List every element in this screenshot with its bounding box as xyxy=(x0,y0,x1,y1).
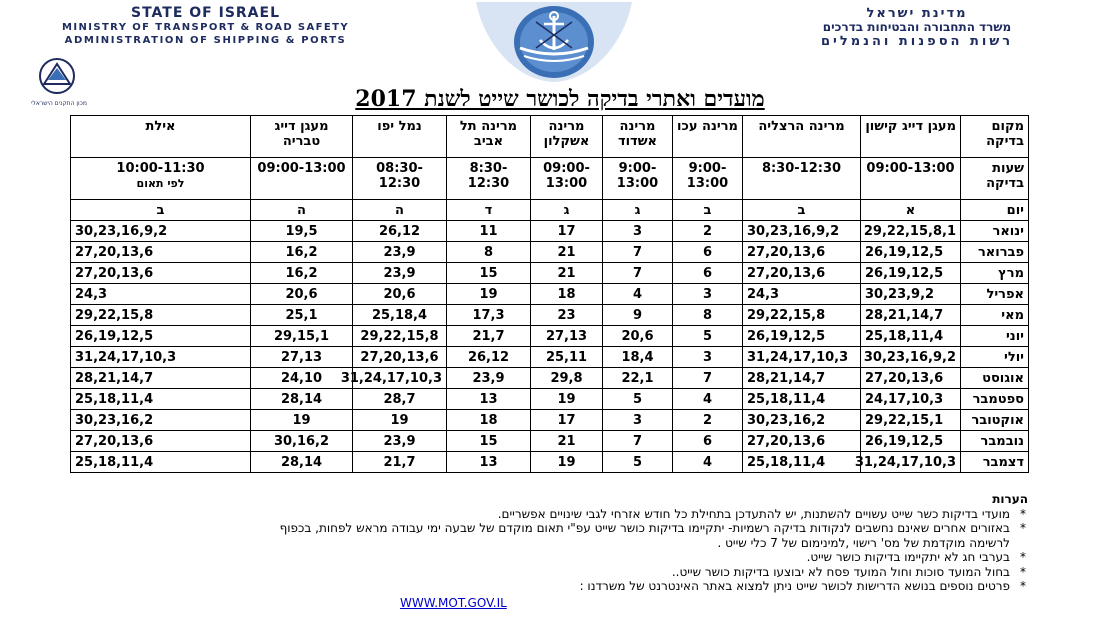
hours-cell: 09:00-13:00 xyxy=(251,158,353,200)
month-cell: אוגוסט xyxy=(961,368,1029,389)
date-cell: 17 xyxy=(531,221,603,242)
date-cell: 25,1 xyxy=(251,305,353,326)
date-cell: 28,7 xyxy=(353,389,447,410)
date-cell: 28,21,14,7 xyxy=(743,368,861,389)
standards-institute-text: מכון התקנים הישראלי xyxy=(31,100,87,107)
date-cell: 30,23,9,2 xyxy=(861,284,961,305)
date-cell: 26,12 xyxy=(353,221,447,242)
month-cell: נובמבר xyxy=(961,431,1029,452)
date-cell: 25,18,4 xyxy=(353,305,447,326)
date-cell: 3 xyxy=(673,347,743,368)
date-cell: 4 xyxy=(673,389,743,410)
month-cell: יולי xyxy=(961,347,1029,368)
date-cell: 21,7 xyxy=(447,326,531,347)
date-cell: 27,20,13,6 xyxy=(743,242,861,263)
date-cell: 30,23,16,2 xyxy=(743,410,861,431)
date-cell: 13 xyxy=(447,389,531,410)
month-cell: דצמבר xyxy=(961,452,1029,473)
date-cell: 30,16,2 xyxy=(251,431,353,452)
date-cell: 17 xyxy=(531,410,603,431)
date-cell: 21 xyxy=(531,431,603,452)
table-header-row xyxy=(71,116,1029,158)
date-cell: 28,14 xyxy=(251,452,353,473)
date-cell: 7 xyxy=(603,263,673,284)
hours-cell: 8:30-12:30 xyxy=(447,158,531,200)
schedule-table xyxy=(70,115,1029,473)
date-cell: 7 xyxy=(603,431,673,452)
note-item: * פרטים נוספים בנושא הדרישות לכושר שייט ניתן למצוא באתר האינטרנט של משרדנו : xyxy=(28,579,1028,594)
header-cell: מרינה הרצליה xyxy=(743,116,861,158)
date-cell: 25,18,11,4 xyxy=(71,452,251,473)
table-hours-row xyxy=(71,158,1029,200)
page-title: מועדים ואתרי בדיקה לכושר שייט לשנת 2017 xyxy=(355,86,765,112)
date-cell: 19 xyxy=(251,410,353,431)
date-cell: 29,22,15,8 xyxy=(743,305,861,326)
table-row xyxy=(71,305,1029,326)
month-cell: פברואר xyxy=(961,242,1029,263)
date-cell: 25,18,11,4 xyxy=(71,389,251,410)
date-cell: 29,15,1 xyxy=(251,326,353,347)
month-cell: אוקטובר xyxy=(961,410,1029,431)
eilat-hours-note: לפי תאום xyxy=(136,177,185,190)
table-row xyxy=(71,347,1029,368)
date-cell: 20,6 xyxy=(603,326,673,347)
date-cell: 18 xyxy=(447,410,531,431)
date-cell: 5 xyxy=(603,452,673,473)
date-cell: 29,22,15,8,1 xyxy=(861,221,961,242)
state-of-israel-en: STATE OF ISRAEL xyxy=(130,5,280,21)
date-cell: 6 xyxy=(673,263,743,284)
date-cell: 26,19,12,5 xyxy=(71,326,251,347)
date-cell: 30,23,16,9,2 xyxy=(71,221,251,242)
date-cell: 18,4 xyxy=(603,347,673,368)
date-cell: 24,3 xyxy=(71,284,251,305)
date-cell: 27,13 xyxy=(251,347,353,368)
date-cell: 23,9 xyxy=(353,263,447,284)
date-cell: 29,22,15,8 xyxy=(353,326,447,347)
header-cell: מקום בדיקה xyxy=(961,116,1029,158)
table-row xyxy=(71,263,1029,284)
table-row xyxy=(71,452,1029,473)
date-cell: 2 xyxy=(673,221,743,242)
date-cell: 21 xyxy=(531,263,603,284)
date-cell: 8 xyxy=(673,305,743,326)
date-cell: 23,9 xyxy=(447,368,531,389)
date-cell: 27,13 xyxy=(531,326,603,347)
anchor-emblem-icon xyxy=(474,2,634,82)
date-cell: 20,6 xyxy=(251,284,353,305)
month-cell: יוני xyxy=(961,326,1029,347)
standards-institute-logo xyxy=(24,54,94,107)
date-cell: 27,20,13,6 xyxy=(743,263,861,284)
date-cell: 27,20,13,6 xyxy=(71,242,251,263)
mot-website-link[interactable]: WWW.MOT.GOV.IL xyxy=(400,596,507,610)
date-cell: 26,19,12,5 xyxy=(861,263,961,284)
day-cell: ב xyxy=(673,200,743,221)
date-cell: 3 xyxy=(673,284,743,305)
header-cell: מרינה עכו xyxy=(673,116,743,158)
table-row xyxy=(71,221,1029,242)
date-cell: 19 xyxy=(531,389,603,410)
date-cell: 19 xyxy=(353,410,447,431)
date-cell: 16,2 xyxy=(251,242,353,263)
hours-cell: 9:00-13:00 xyxy=(673,158,743,200)
date-cell: 31,24,17,10,3 xyxy=(861,452,961,473)
date-cell: 20,6 xyxy=(353,284,447,305)
date-cell: 27,20,13,6 xyxy=(71,431,251,452)
date-cell: 29,22,15,1 xyxy=(861,410,961,431)
day-cell: ה xyxy=(251,200,353,221)
date-cell: 25,18,11,4 xyxy=(743,452,861,473)
date-cell: 9 xyxy=(603,305,673,326)
day-cell: ג xyxy=(531,200,603,221)
date-cell: 23 xyxy=(531,305,603,326)
date-cell: 22,1 xyxy=(603,368,673,389)
header-cell: נמל יפו xyxy=(353,116,447,158)
note-item: * בחול המועד סוכות וחול המועד פסח לא יבוצעו בדיקות כושר שייט.. xyxy=(28,565,1028,580)
header-cell: מרינה תל אביב xyxy=(447,116,531,158)
date-cell: 19 xyxy=(531,452,603,473)
date-cell: 26,19,12,5 xyxy=(861,431,961,452)
date-cell: 23,9 xyxy=(353,242,447,263)
date-cell: 27,20,13,6 xyxy=(353,347,447,368)
date-cell: 30,23,16,9,2 xyxy=(743,221,861,242)
day-cell: א xyxy=(861,200,961,221)
administration-he: רשות הספנות והנמלים xyxy=(820,34,1014,49)
header-cell: מרינה אשקלון xyxy=(531,116,603,158)
date-cell: 26,19,12,5 xyxy=(743,326,861,347)
date-cell: 31,24,17,10,3 xyxy=(353,368,447,389)
header-cell: מעגן דייג טבריה xyxy=(251,116,353,158)
hours-cell: 09:00-13:00 xyxy=(531,158,603,200)
date-cell: 16,2 xyxy=(251,263,353,284)
date-cell: 17,3 xyxy=(447,305,531,326)
header-hebrew xyxy=(752,6,1082,49)
date-cell: 27,20,13,6 xyxy=(743,431,861,452)
date-cell: 25,11 xyxy=(531,347,603,368)
month-cell: אפריל xyxy=(961,284,1029,305)
day-cell: ב xyxy=(71,200,251,221)
table-row xyxy=(71,368,1029,389)
date-cell: 28,14 xyxy=(251,389,353,410)
date-cell: 30,23,16,9,2 xyxy=(861,347,961,368)
hours-cell: 8:30-12:30 xyxy=(743,158,861,200)
date-cell: 24,17,10,3 xyxy=(861,389,961,410)
date-cell: 26,12 xyxy=(447,347,531,368)
hours-cell: 08:30-12:30 xyxy=(353,158,447,200)
date-cell: 19 xyxy=(447,284,531,305)
note-item-continuation: לרשימה מוקדמת של מס' רישוי ,למינימום של 7 כלי שייט . xyxy=(717,535,1010,550)
month-cell: ינואר xyxy=(961,221,1029,242)
date-cell: 7 xyxy=(603,242,673,263)
date-cell: 28,21,14,7 xyxy=(71,368,251,389)
header-cell: מרינה אשדוד xyxy=(603,116,673,158)
month-cell: מאי xyxy=(961,305,1029,326)
standards-mark-icon xyxy=(24,54,94,96)
table-row xyxy=(71,326,1029,347)
day-cell: ה xyxy=(353,200,447,221)
date-cell: 6 xyxy=(673,242,743,263)
note-item: * בערבי חג לא יתקיימו בדיקות כושר שייט. xyxy=(28,550,1028,565)
date-cell: 15 xyxy=(447,263,531,284)
day-cell: ג xyxy=(603,200,673,221)
date-cell: 29,22,15,8 xyxy=(71,305,251,326)
table-row xyxy=(71,284,1029,305)
date-cell: 5 xyxy=(603,389,673,410)
month-cell: מרץ xyxy=(961,263,1029,284)
hours-label: שעות בדיקה xyxy=(961,158,1029,200)
date-cell: 15 xyxy=(447,431,531,452)
date-cell: 29,8 xyxy=(531,368,603,389)
date-cell: 24,10 xyxy=(251,368,353,389)
note-item: * באזורים אחרים שאינם נחשבים לנקודות בדיקה רשמיות- יתקיימו בדיקות כושר שייט עפ"י תאום מוקדם של שבעה ימי עבודה מראש לפחות, בכפוף xyxy=(28,521,1028,536)
state-of-israel-he: מדינת ישראל xyxy=(866,6,968,21)
date-cell: 3 xyxy=(603,221,673,242)
date-cell: 2 xyxy=(673,410,743,431)
date-cell: 25,18,11,4 xyxy=(743,389,861,410)
date-cell: 30,23,16,2 xyxy=(71,410,251,431)
ministry-en: MINISTRY OF TRANSPORT & ROAD SAFETY xyxy=(61,22,349,33)
date-cell: 18 xyxy=(531,284,603,305)
hours-cell: 09:00-13:00 xyxy=(861,158,961,200)
day-cell: ב xyxy=(743,200,861,221)
date-cell: 31,24,17,10,3 xyxy=(71,347,251,368)
date-cell: 8 xyxy=(447,242,531,263)
month-rows xyxy=(71,221,1029,473)
header-cell: מעגן דייג קישון xyxy=(861,116,961,158)
date-cell: 28,21,14,7 xyxy=(861,305,961,326)
date-cell: 21,7 xyxy=(353,452,447,473)
day-cell: ד xyxy=(447,200,531,221)
date-cell: 7 xyxy=(673,368,743,389)
table-day-row xyxy=(71,200,1029,221)
date-cell: 27,20,13,6 xyxy=(71,263,251,284)
date-cell: 23,9 xyxy=(353,431,447,452)
table-row xyxy=(71,389,1029,410)
date-cell: 26,19,12,5 xyxy=(861,242,961,263)
notes-section xyxy=(28,492,1028,594)
date-cell: 3 xyxy=(603,410,673,431)
header-english xyxy=(38,6,373,47)
date-cell: 25,18,11,4 xyxy=(861,326,961,347)
header-cell: אילת xyxy=(71,116,251,158)
date-cell: 13 xyxy=(447,452,531,473)
date-cell: 21 xyxy=(531,242,603,263)
day-label: יום xyxy=(961,200,1029,221)
table-row xyxy=(71,431,1029,452)
hours-cell-eilat: 10:00-11:30 לפי תאום xyxy=(71,158,251,200)
table-row xyxy=(71,242,1029,263)
date-cell: 4 xyxy=(673,452,743,473)
date-cell: 6 xyxy=(673,431,743,452)
date-cell: 27,20,13,6 xyxy=(861,368,961,389)
note-item: * מועדי בדיקות כשר שייט עשויים להשתנות, יש להתעדכן בתחילת כל חודש אזרחי לגבי שינויים אפשריים. xyxy=(28,507,1028,522)
date-cell: 4 xyxy=(603,284,673,305)
date-cell: 31,24,17,10,3 xyxy=(743,347,861,368)
date-cell: 11 xyxy=(447,221,531,242)
date-cell: 19,5 xyxy=(251,221,353,242)
date-cell: 5 xyxy=(673,326,743,347)
date-cell: 24,3 xyxy=(743,284,861,305)
administration-en: ADMINISTRATION OF SHIPPING & PORTS xyxy=(64,35,347,46)
month-cell: ספטמבר xyxy=(961,389,1029,410)
hours-cell: 9:00-13:00 xyxy=(603,158,673,200)
notes-heading: הערות xyxy=(992,492,1028,506)
ministry-he: משרד התחבורה והבטיחות בדרכים xyxy=(822,20,1012,34)
table-row xyxy=(71,410,1029,431)
